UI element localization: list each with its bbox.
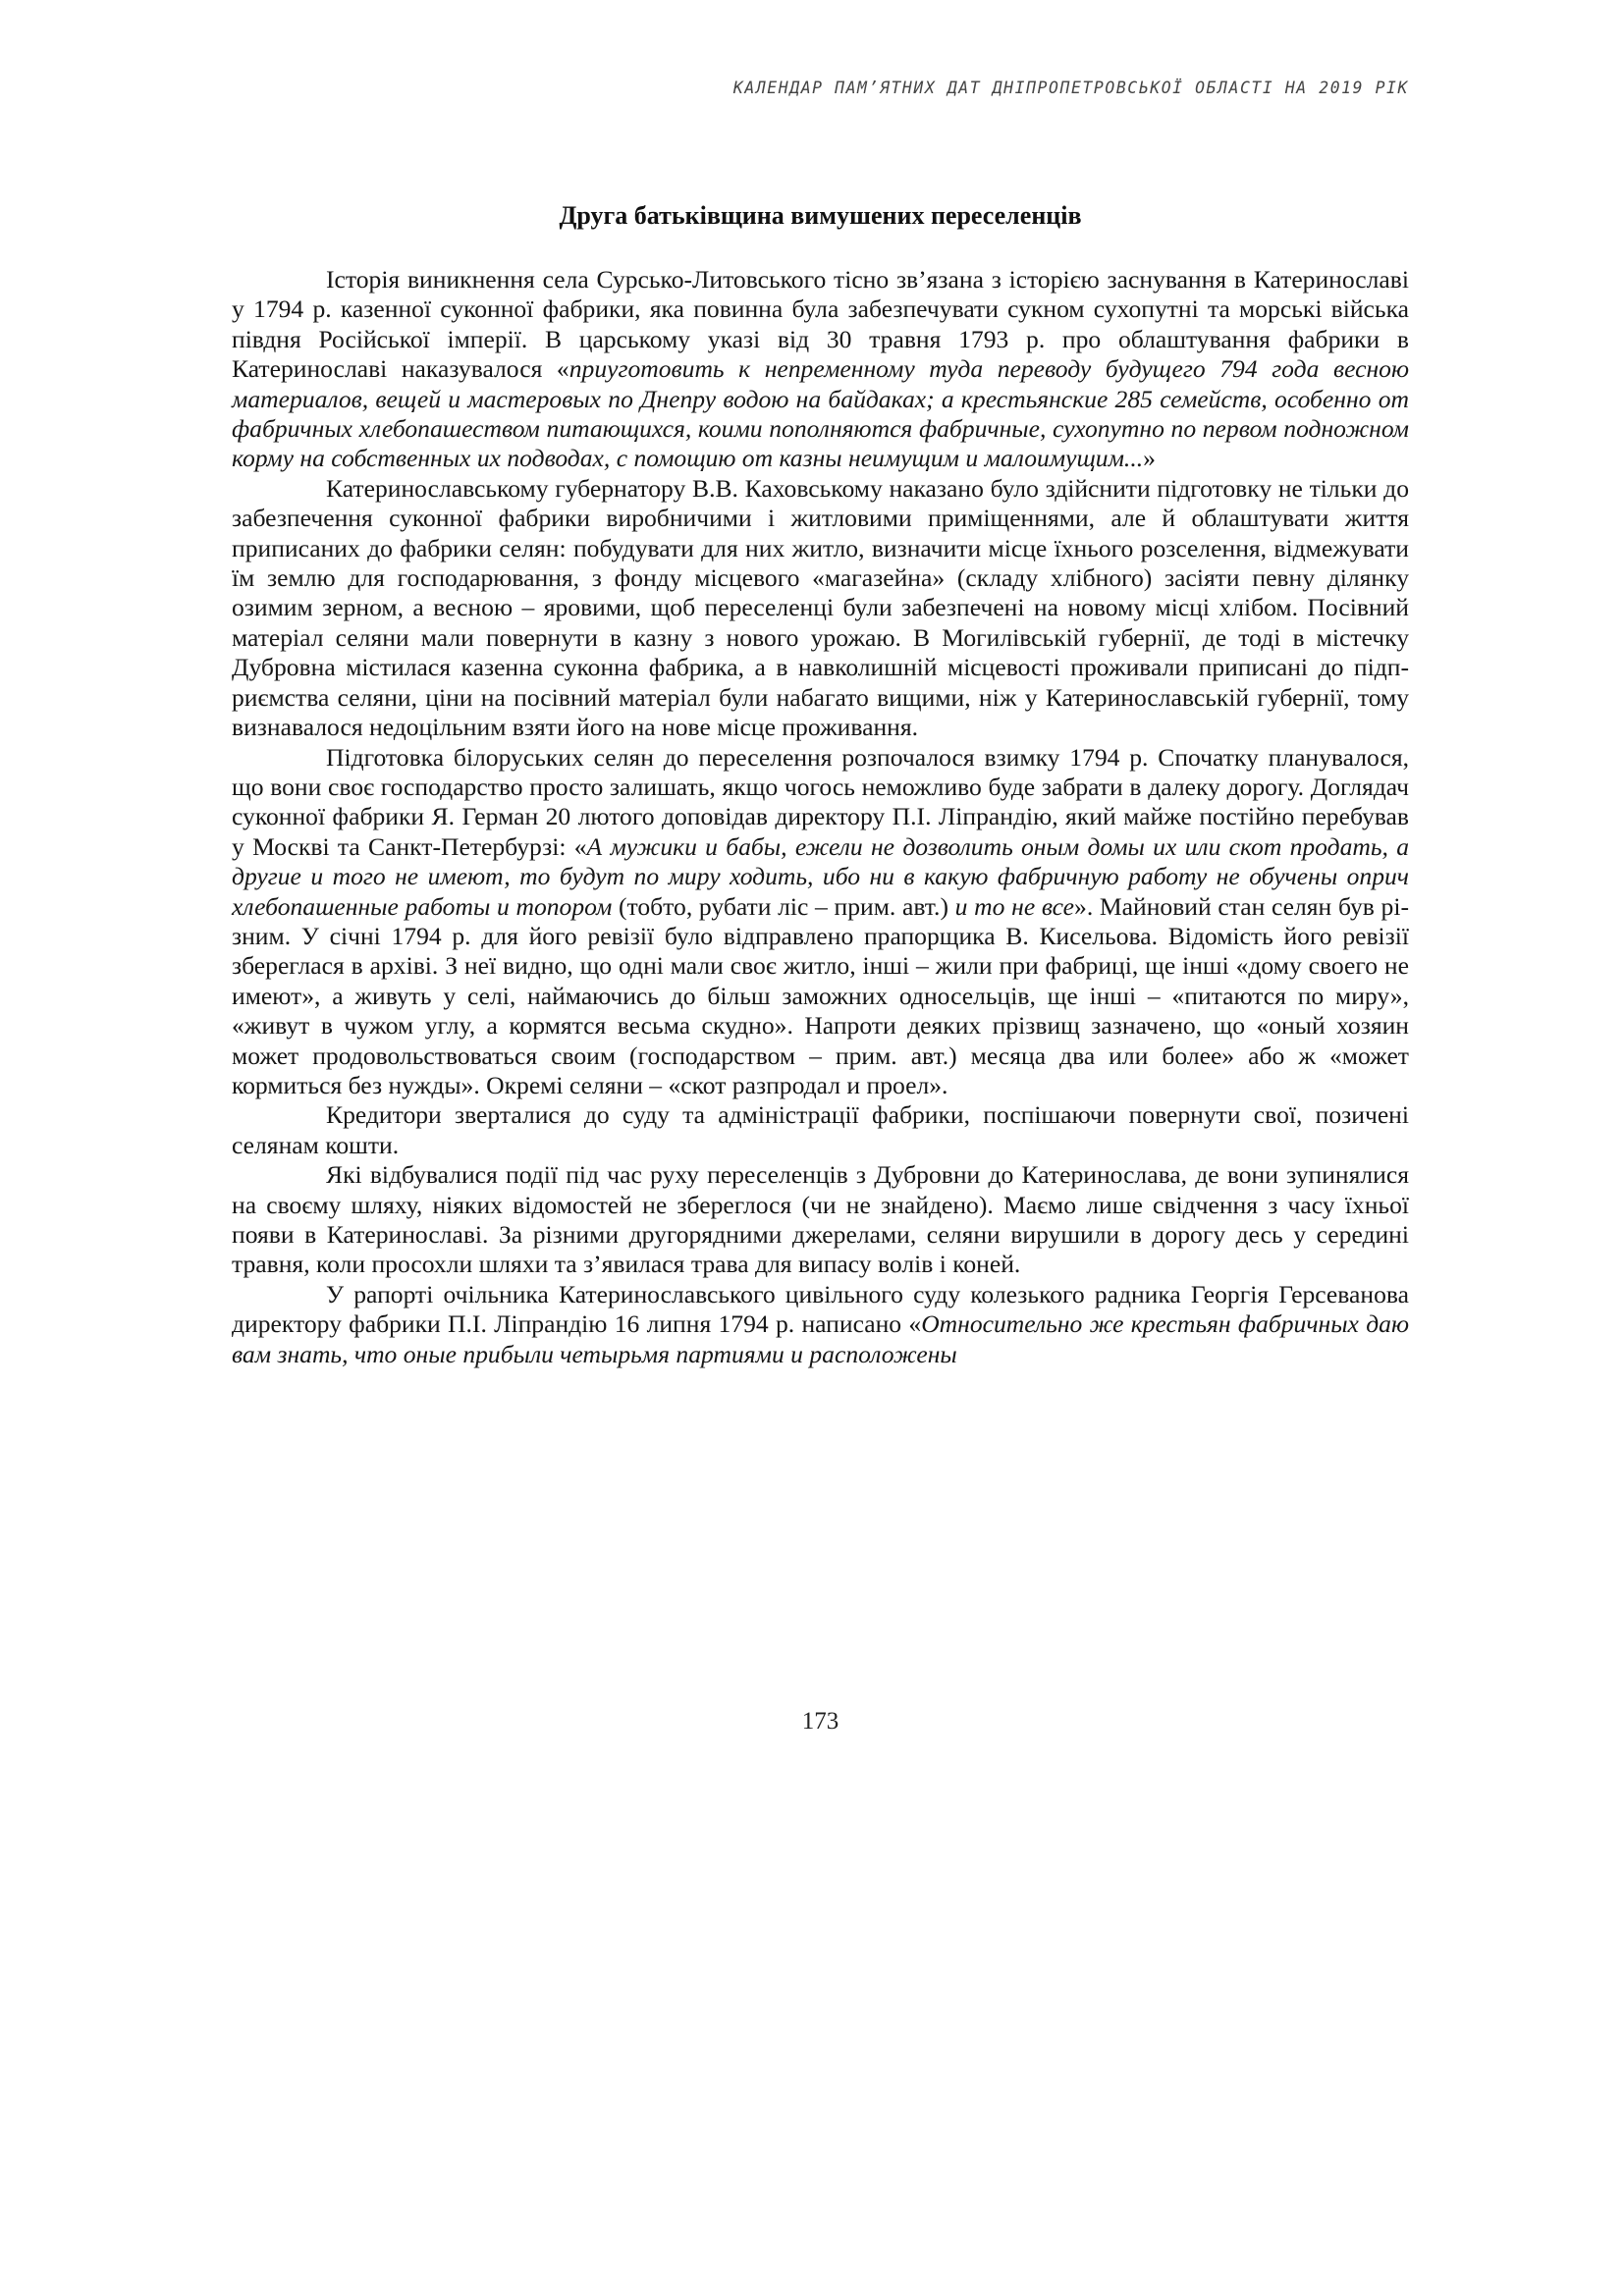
paragraph-3 <box>232 743 1409 1101</box>
paragraph-3-text-b: (тобто, рубати ліс – прим. авт.) <box>612 891 955 921</box>
paragraph-1-quote: приуготовить к непременному туда переводу будущего 794 года весною материалов, вещей и мастеровых по Днепру водою на байдаках; а крестьянские 285 семейств, особенно от фабричных хлебопашеством питающихся, коими пополняются фабричные, сухопутно по первом подножном корму на собственных их подводах, с помощию от казны неимущим и малоимущим... <box>232 354 1409 473</box>
paragraph-3-text-a: Підготовка білоруських селян до переселення розпочалося взимку 1794 р. Спочатку планувалося, що вони своє господарство просто залишать, якщо чогось неможливо буде забрати в далеку дорогу. Доглядач суконної фабрики Я. Герман 20 лютого доповідав директору П.І. Ліпрандію, який майже постійно перебував у Москві та Санкт-Петербурзі: « <box>232 742 1409 861</box>
paragraph-6 <box>232 1280 1409 1369</box>
paragraph-3-quote-b: и то не все <box>954 891 1075 921</box>
paragraph-2: Катеринославському губернатору В.В. Каховському наказано було здійснити підготовку не тільки до забезпечення суконної фабрики виробничими і житловими приміщеннями, але й облаштувати життя приписаних до фабрики селян: побудувати для них житло, визначити місце їхнього розселення, відмежувати їм землю для господарювання, з фонду місцевого «магазейна» (складу хлібного) засіяти певну ділянку озимим зерном, а весною – яровими, щоб переселенці були забезпечені на новому місці хлібом. Посівний матеріал селяни мали повернути в казну з нового урожаю. В Могилівській губернії, де тоді в містечку Дубровна містилася казенна суконна фабрика, а в навколишній місцевості проживали приписані до підприємства селяни, ціни на посівний матеріал були набагато вищими, ніж у Катеринославській губернії, тому визнавалося недоцільним взяти його на нове місце проживання. <box>232 473 1409 742</box>
page-number: 173 <box>801 1708 839 1735</box>
paragraph-1 <box>232 265 1409 474</box>
paragraph-5: Які відбувалися події під час руху переселенців з Дубровни до Катеринослава, де вони зупинялися на своєму шляху, ніяких відомостей не збереглося (чи не знайдено). Маємо лише свідчення з часу їхньої появи в Катеринославі. За різними другорядними джерелами, селяни вирушили в дорогу десь у середині травня, коли просохли шляхи та з’явилася трава для випасу волів і коней. <box>232 1160 1409 1279</box>
article-title: Друга батьківщина вимушених переселенців <box>559 201 1082 230</box>
paragraph-3-quote-a: А мужики и бабы, ежели не дозволить оным домы их или скот продать, а другие и того не имеют, то будут по миру ходить, ибо ни в какую фабричную работу не обучены оприч хлебопашенные работы и топором <box>232 831 1409 921</box>
paragraph-3-text-c: ». Майновий стан селян був різним. У січні 1794 р. для його ревізії було відправлено прапорщика В. Кисельова. Відомість його ревізії збереглася в архіві. З неї видно, що одні мали своє житло, інші – жили при фабриці, ще інші «дому своего не имеют», а живуть у селі, наймаючись до більш заможних односельців, ще інші – «питаются по миру», «живут в чужом углу, а кормятся весьма скудно». Напроти деяких прізвищ зазначено, що «оный хозяин может продовольствоваться своим (господарством – прим. авт.) месяца два или более» або ж «может кормиться без нужды». Окремі селяни – «скот разпродал и проел». <box>232 891 1409 1099</box>
paragraph-1-text-a: Історія виникнення села Сурсько-Литовського тісно зв’язана з історією заснування в Катеринославі у 1794 р. казенної суконної фабрики, яка повинна була забезпечувати сукном сухопутні та морські війська півдня Російської імперії. В царському указі від 30 травня 1793 р. про облаштування фабрики в Катеринославі наказувалося « <box>232 265 1409 384</box>
article-body <box>232 265 1409 1369</box>
paragraph-4: Кредитори зверталися до суду та адміністрації фабрики, поспішаючи повернути свої, позичені селянам кошти. <box>232 1100 1409 1159</box>
paragraph-6-quote: Относительно же крестьян фабричных даю вам знать, что оные прибыли четырьмя партиями и расположены <box>232 1309 1409 1368</box>
paragraph-6-text-a: У рапорті очільника Катеринославського цивільного суду колезького радника Георгія Герсеванова директору фабрики П.І. Ліпрандію 16 липня 1794 р. написано « <box>232 1279 1409 1339</box>
paragraph-1-text-b: » <box>1143 444 1156 473</box>
running-header: КАЛЕНДАР ПАМ’ЯТНИХ ДАТ ДНІПРОПЕТРОВСЬКОЇ ОБЛАСТІ НА 2019 РІК <box>732 79 1409 97</box>
